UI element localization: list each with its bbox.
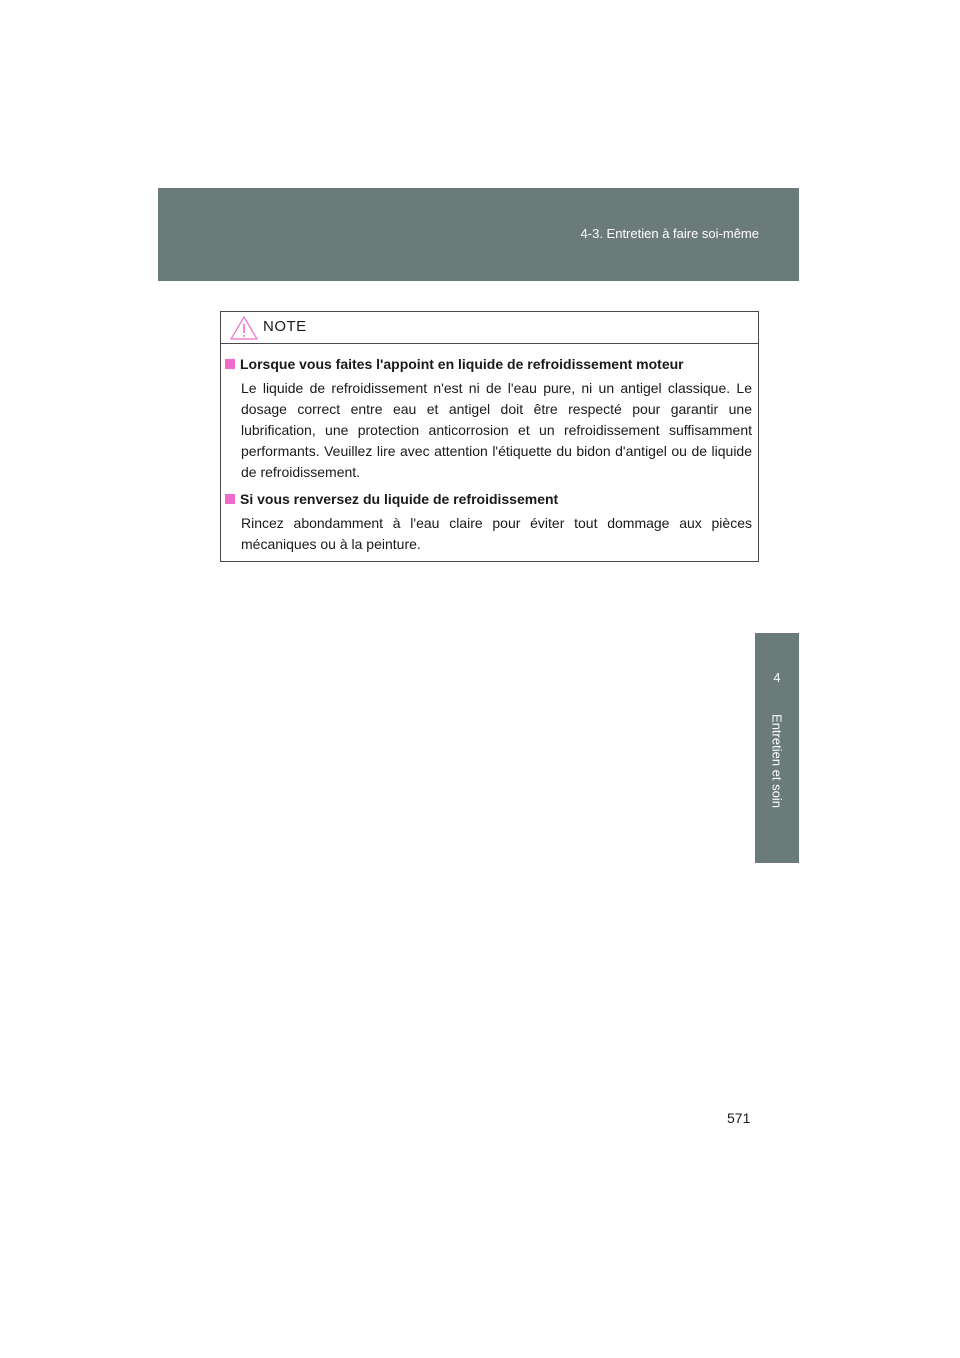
section-paragraph: Rincez abondamment à l'eau claire pour éviter tout dommage aux pièces mécaniques ou à la peinture. [241, 515, 752, 552]
square-bullet-icon [225, 494, 235, 504]
chapter-side-tab [755, 633, 799, 863]
section-title: 4-3. Entretien à faire soi-même [580, 226, 759, 241]
note-box [220, 311, 759, 562]
section-paragraph: Le liquide de refroidissement n'est ni de l'eau pure, ni un antigel classique. Le dosage correct entre eau et antigel doit être respecté pour garantir une lubrification, une protection anticorrosion et un refroidissement suffisamment performants. Veuillez lire avec attention l'étiquette du bidon d'antigel ou de liquide de refroidissement. [241, 380, 752, 480]
chapter-number: 4 [773, 670, 781, 685]
section-heading-text: Lorsque vous faites l'appoint en liquide de refroidissement moteur [240, 356, 684, 372]
note-header [221, 312, 758, 344]
chapter-label: Entretien et soin [769, 714, 785, 808]
header-band [158, 188, 799, 281]
note-body [221, 344, 758, 555]
section-heading [225, 491, 752, 507]
page-number: 571 [727, 1110, 751, 1126]
section-heading-text: Si vous renversez du liquide de refroidissement [240, 491, 559, 507]
square-bullet-icon [225, 359, 235, 369]
section-heading [225, 356, 752, 372]
note-title: NOTE [263, 318, 307, 335]
warning-triangle-icon [229, 315, 259, 341]
